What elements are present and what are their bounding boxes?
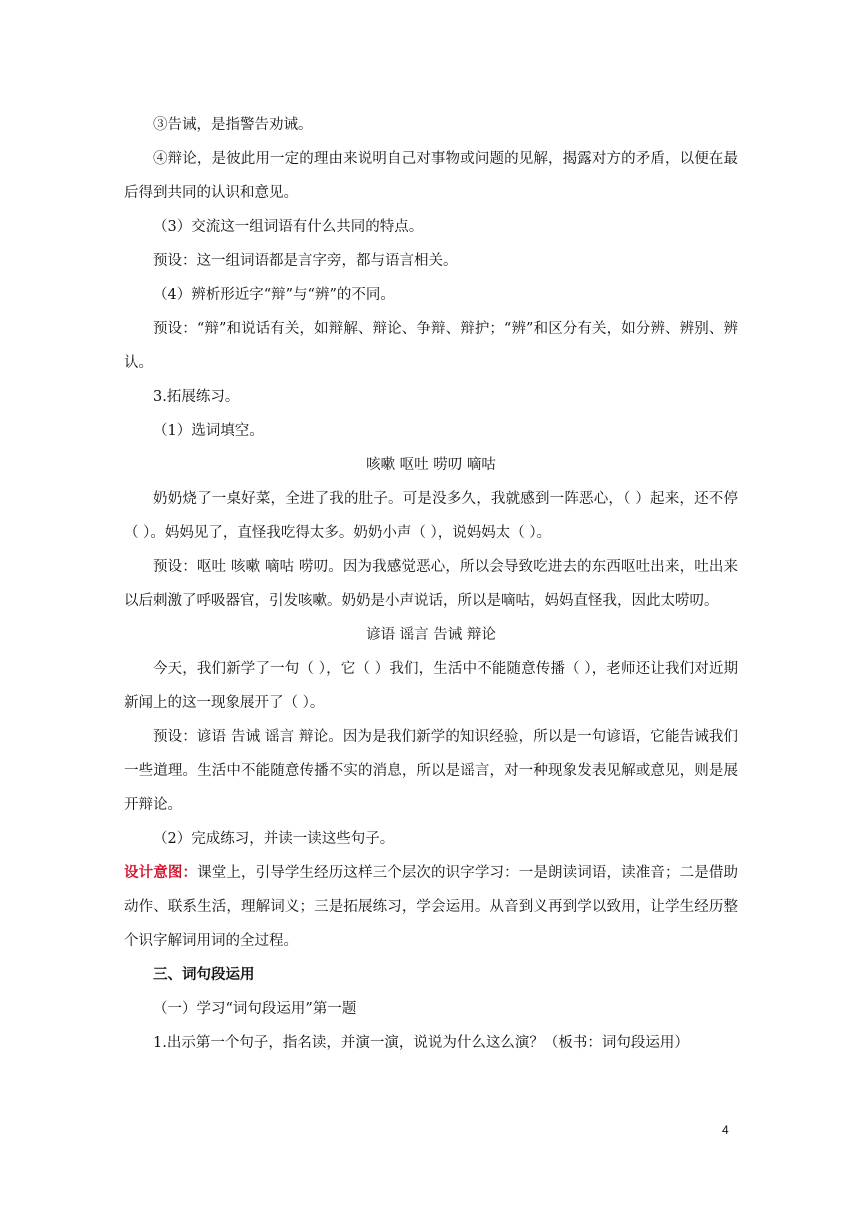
definition-gaojie: ③告诫，是指警告劝诫。 [153,117,313,133]
fill-blank-passage-1: 奶奶烧了一桌好菜，全进了我的肚子。可是没多久，我就感到一阵恶心，（ ）起来，还不停（ ）。妈妈见了，直怪我吃得太多。奶奶小声（ ），说妈妈太（ ）。 [124,491,738,541]
page-content [124,108,738,1060]
page-number: 4 [722,1123,729,1137]
item-1: 1.出示第一个句子，指名读，并演一演，说说为什么这么演？（板书：词句段运用） [153,1035,689,1051]
section-3-extension: 3.拓展练习。 [153,389,240,405]
preset-answer: 预设：这一组词语都是言字旁，都与语言相关。 [153,253,458,269]
design-intent-paragraph [124,856,738,958]
design-intent-text: 课堂上，引导学生经历这样三个层次的识字学习：一是朗读词语，读准音；二是借助动作、联系生活，理解词义；三是拓展练习，学会运用。从音到义再到学以致用，让学生经历整个识字解词用词的全过程。 [124,865,738,949]
definition-bianlun: ④辩论，是彼此用一定的理由来说明自己对事物或问题的见解，揭露对方的矛盾，以便在最后得到共同的认识和意见。 [124,151,738,201]
preset-answer: 预设：谚语 告诫 谣言 辩论。因为是我们新学的知识经验，所以是一句谚语，它能告诫我们一些道理。生活中不能随意传播不实的消息，所以是谣言，对一种现象发表见解或意见，则是展开辩论。 [124,729,738,813]
fill-blank-passage-2: 今天，我们新学了一句（ ），它（ ）我们，生活中不能随意传播（ ），老师还让我们对近期新闻上的这一现象展开了（ ）。 [124,661,738,711]
exercise-1-title: （1）选词填空。 [153,423,264,439]
sub-heading: （一）学习“词句段运用”第一题 [153,1001,357,1017]
design-intent-label: 设计意图： [124,864,198,881]
step-3-question: （3）交流这一组词语有什么共同的特点。 [153,219,424,235]
preset-answer: 预设：呕吐 咳嗽 嘀咕 唠叨。因为我感觉恶心，所以会导致吃进去的东西呕吐出来，吐出来以后刺激了呼吸器官，引发咳嗽。奶奶是小声说话，所以是嘀咕，妈妈直怪我，因此太唠叨。 [124,559,738,609]
word-choices-2: 谚语 谣言 告诫 辩论 [366,627,496,643]
step-4-question: （4）辨析形近字“辩”与“辨”的不同。 [153,287,395,303]
exercise-2-title: （2）完成练习，并读一读这些句子。 [153,831,395,847]
preset-answer: 预设：“辩”和说话有关，如辩解、辩论、争辩、辩护；“辨”和区分有关，如分辨、辨别、辨认。 [124,321,738,371]
word-choices-1: 咳嗽 呕吐 唠叨 嘀咕 [366,457,496,473]
section-heading: 三、词句段运用 [153,967,255,983]
